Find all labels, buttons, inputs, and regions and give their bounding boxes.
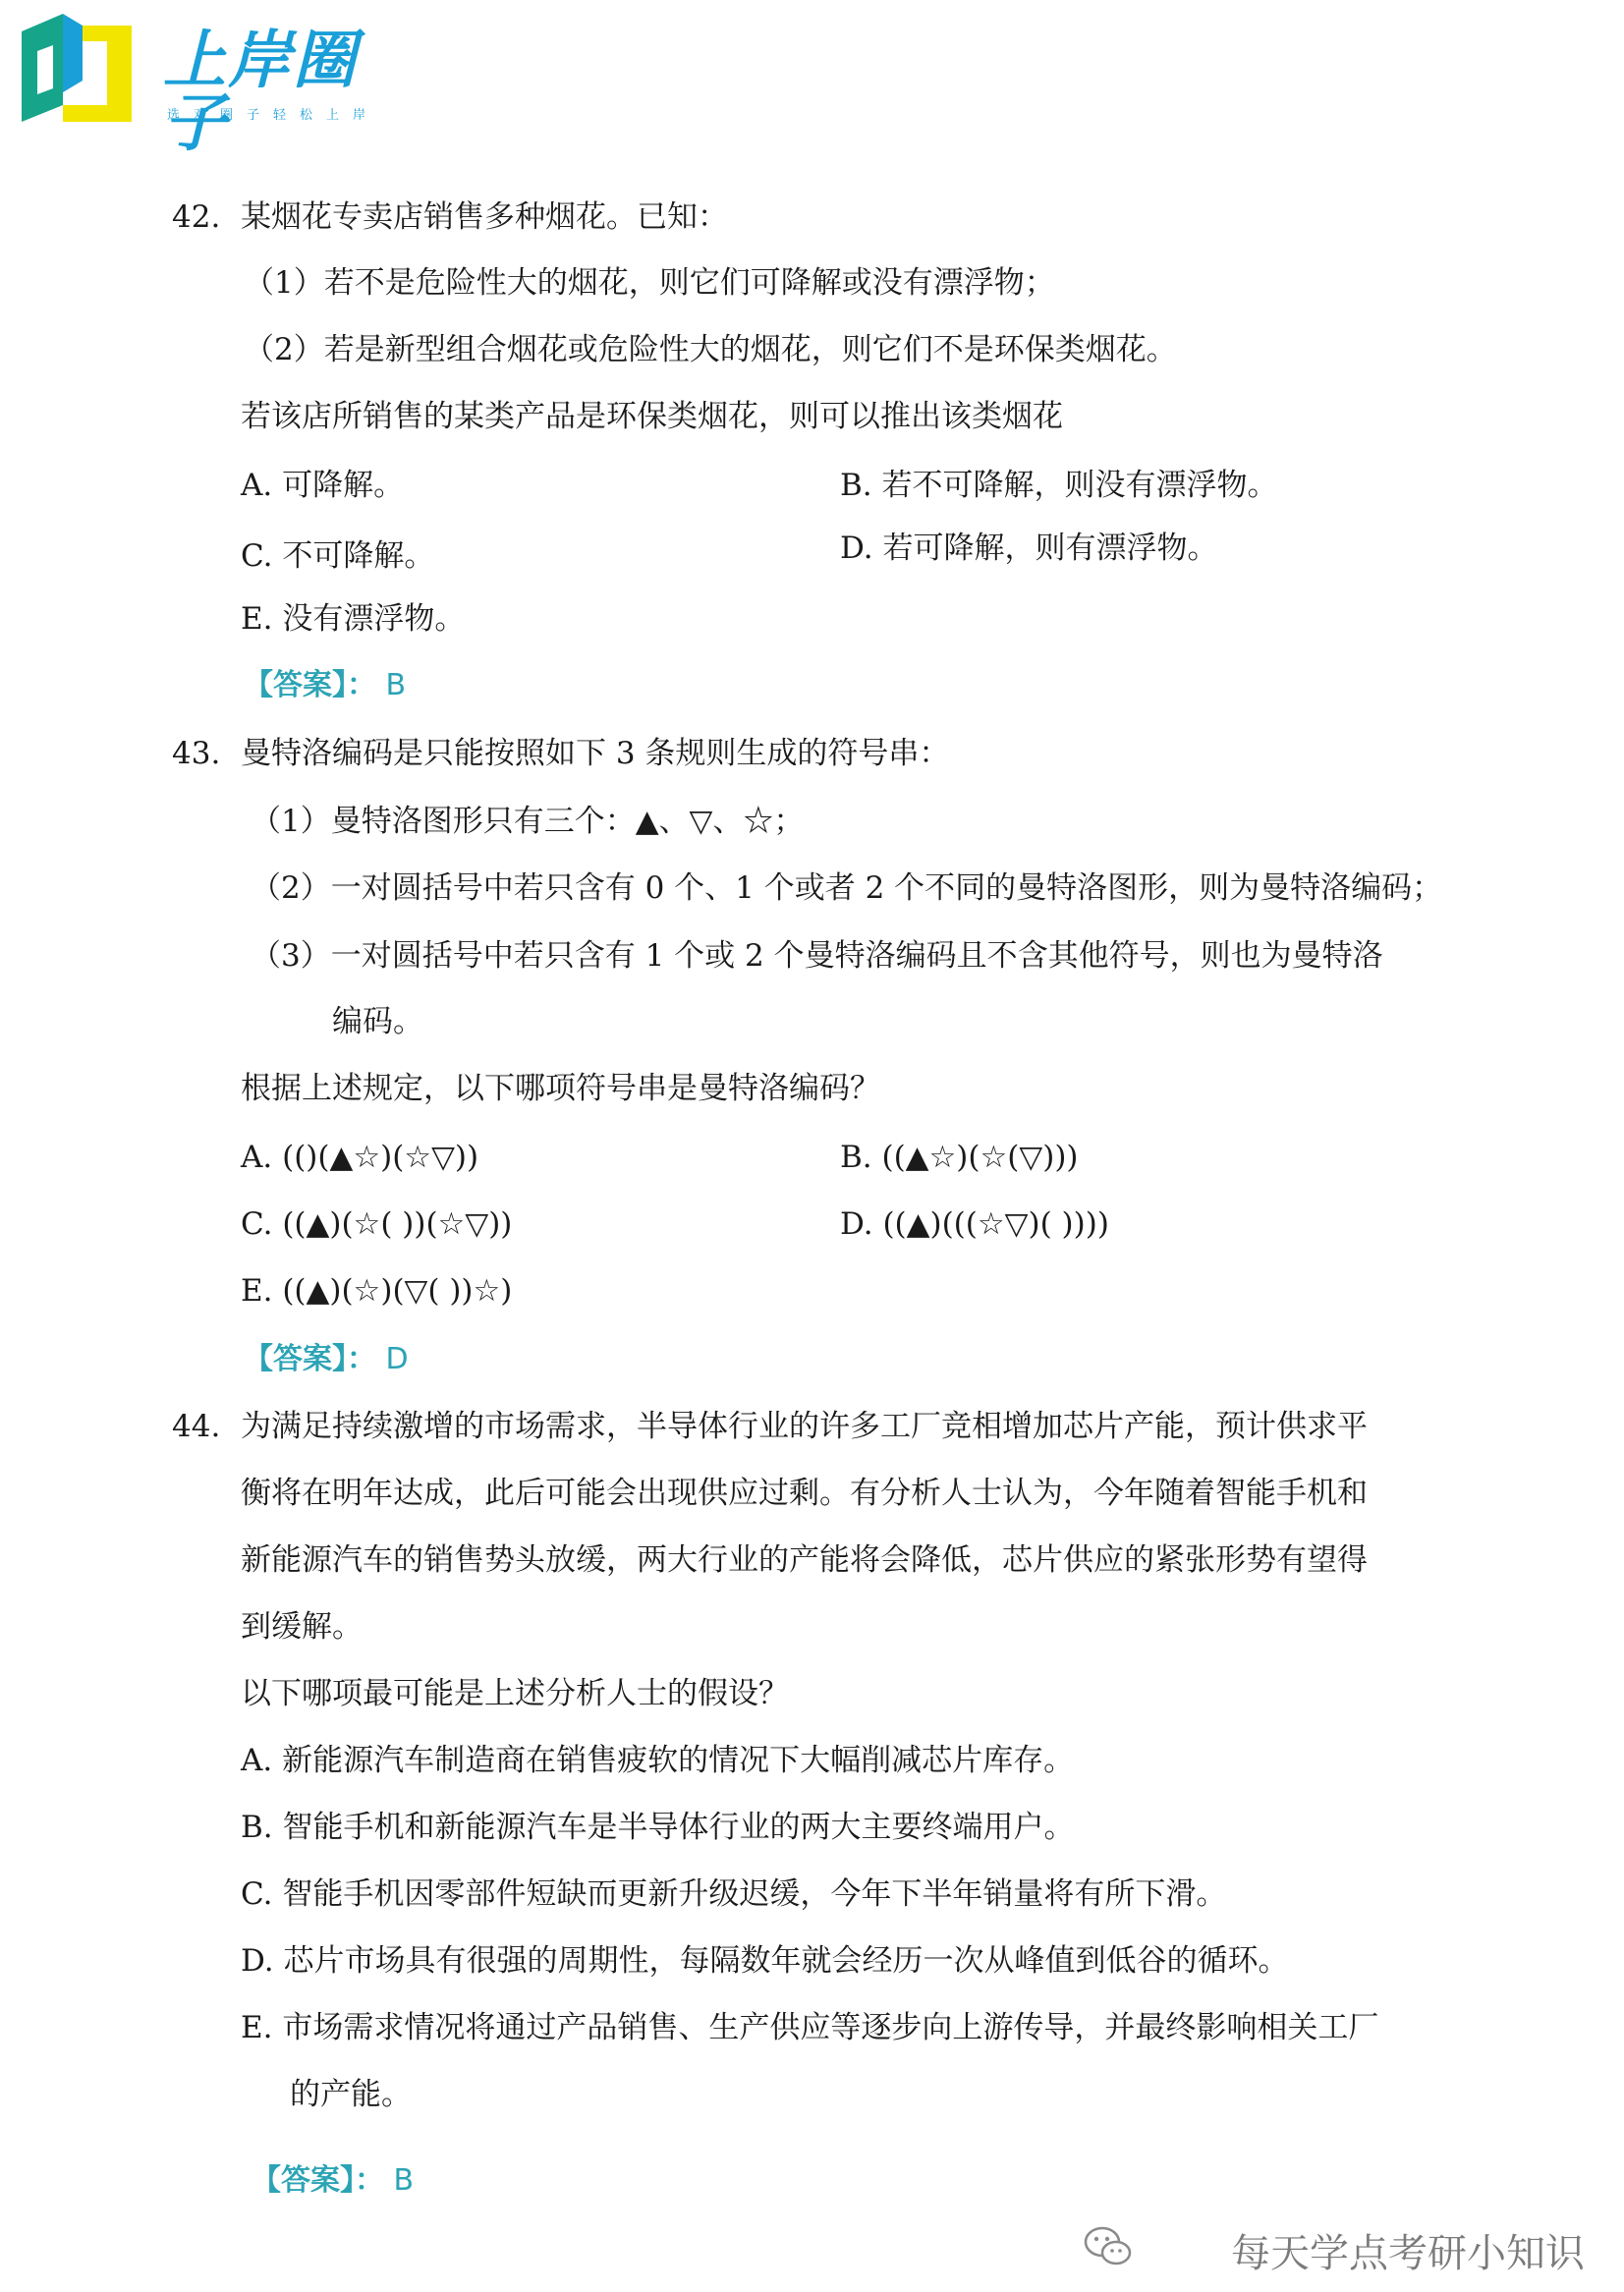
answer-separator: ： — [347, 1342, 376, 1376]
rule-2: （2）一对圆括号中若只含有 0 个、1 个或者 2 个不同的曼特洛图形，则为曼特洛编码； — [251, 870, 1443, 906]
rule-1: （1）曼特洛图形只有三个：▲、▽、☆； — [251, 804, 805, 839]
rule-3: （3）一对圆括号中若只含有 1 个或 2 个曼特洛编码且不含其他符号，则也为曼特洛 — [251, 938, 1383, 974]
condition-2: （2）若是新型组合烟花或危险性大的烟花，则它们不是环保类烟花。 — [244, 332, 1177, 367]
question-number: 42. — [172, 199, 221, 235]
answer-label: 【答案】 — [244, 1342, 347, 1376]
option-e-continued: 的产能。 — [290, 2077, 412, 2112]
option-c: C. ((▲)(☆( ))(☆▽)) — [241, 1206, 513, 1242]
wechat-icon — [1084, 2224, 1133, 2267]
rule-3-continued: 编码。 — [332, 1004, 423, 1039]
answer-separator: ： — [347, 668, 376, 702]
option-d: D. 芯片市场具有很强的周期性，每隔数年就会经历一次从峰值到低谷的循环。 — [241, 1943, 1289, 1979]
stem-line-1: 为满足持续激增的市场需求，半导体行业的许多工厂竞相增加芯片产能，预计供求平 — [241, 1409, 1368, 1444]
logo-title: 上岸圈子 — [163, 25, 358, 160]
option-a: A. 可降解。 — [241, 468, 405, 503]
answer-separator: ： — [355, 2163, 384, 2198]
option-b: B. 若不可降解，则没有漂浮物。 — [840, 468, 1278, 503]
stem-line-4: 到缓解。 — [241, 1609, 363, 1645]
watermark-text: 每天学点考研小知识 — [1231, 2231, 1585, 2276]
answer-label: 【答案】 — [252, 2163, 355, 2198]
answer-value: D — [385, 1342, 409, 1376]
option-d: D. ((▲)(((☆▽)( )))) — [840, 1206, 1109, 1242]
logo-mark-icon — [14, 12, 146, 125]
answer-value: B — [393, 2163, 415, 2198]
answer-label: 【答案】 — [244, 668, 347, 702]
option-a: A. 新能源汽车制造商在销售疲软的情况下大幅削减芯片库存。 — [241, 1743, 1075, 1778]
answer-line — [252, 2161, 414, 2201]
option-e: E. ((▲)(☆)(▽( ))☆) — [241, 1273, 513, 1309]
question-stem: 某烟花专卖店销售多种烟花。已知： — [241, 199, 728, 235]
answer-line — [244, 666, 406, 705]
question-prompt: 若该店所销售的某类产品是环保类烟花，则可以推出该类烟花 — [241, 399, 1063, 434]
question-prompt: 根据上述规定，以下哪项符号串是曼特洛编码？ — [241, 1071, 880, 1106]
question-prompt: 以下哪项最可能是上述分析人士的假设？ — [241, 1676, 789, 1711]
condition-1: （1）若不是危险性大的烟花，则它们可降解或没有漂浮物； — [244, 265, 1055, 301]
stem-line-2: 衡将在明年达成，此后可能会出现供应过剩。有分析人士认为，今年随着智能手机和 — [241, 1476, 1368, 1511]
option-e: E. 市场需求情况将通过产品销售、生产供应等逐步向上游传导，并最终影响相关工厂 — [241, 2010, 1379, 2045]
option-a: A. (()(▲☆)(☆▽)) — [241, 1140, 479, 1175]
answer-line — [244, 1340, 409, 1379]
option-b: B. ((▲☆)(☆(▽))) — [840, 1140, 1079, 1175]
option-c: C. 不可降解。 — [241, 538, 435, 574]
stem-line-3: 新能源汽车的销售势头放缓，两大行业的产能将会降低，芯片供应的紧张形势有望得 — [241, 1542, 1368, 1578]
question-stem: 曼特洛编码是只能按照如下 3 条规则生成的符号串： — [241, 736, 950, 771]
option-e: E. 没有漂浮物。 — [241, 601, 466, 637]
option-d: D. 若可降解，则有漂浮物。 — [840, 531, 1218, 566]
logo-slogan: 选对圈子轻松上岸 — [167, 108, 380, 123]
option-c: C. 智能手机因零部件短缺而更新升级迟缓，今年下半年销量将有所下滑。 — [241, 1876, 1227, 1912]
brand-logo — [14, 12, 397, 160]
answer-value: B — [385, 668, 407, 702]
option-b: B. 智能手机和新能源汽车是半导体行业的两大主要终端用户。 — [241, 1810, 1075, 1845]
question-number: 43. — [172, 736, 221, 771]
question-number: 44. — [172, 1409, 221, 1444]
